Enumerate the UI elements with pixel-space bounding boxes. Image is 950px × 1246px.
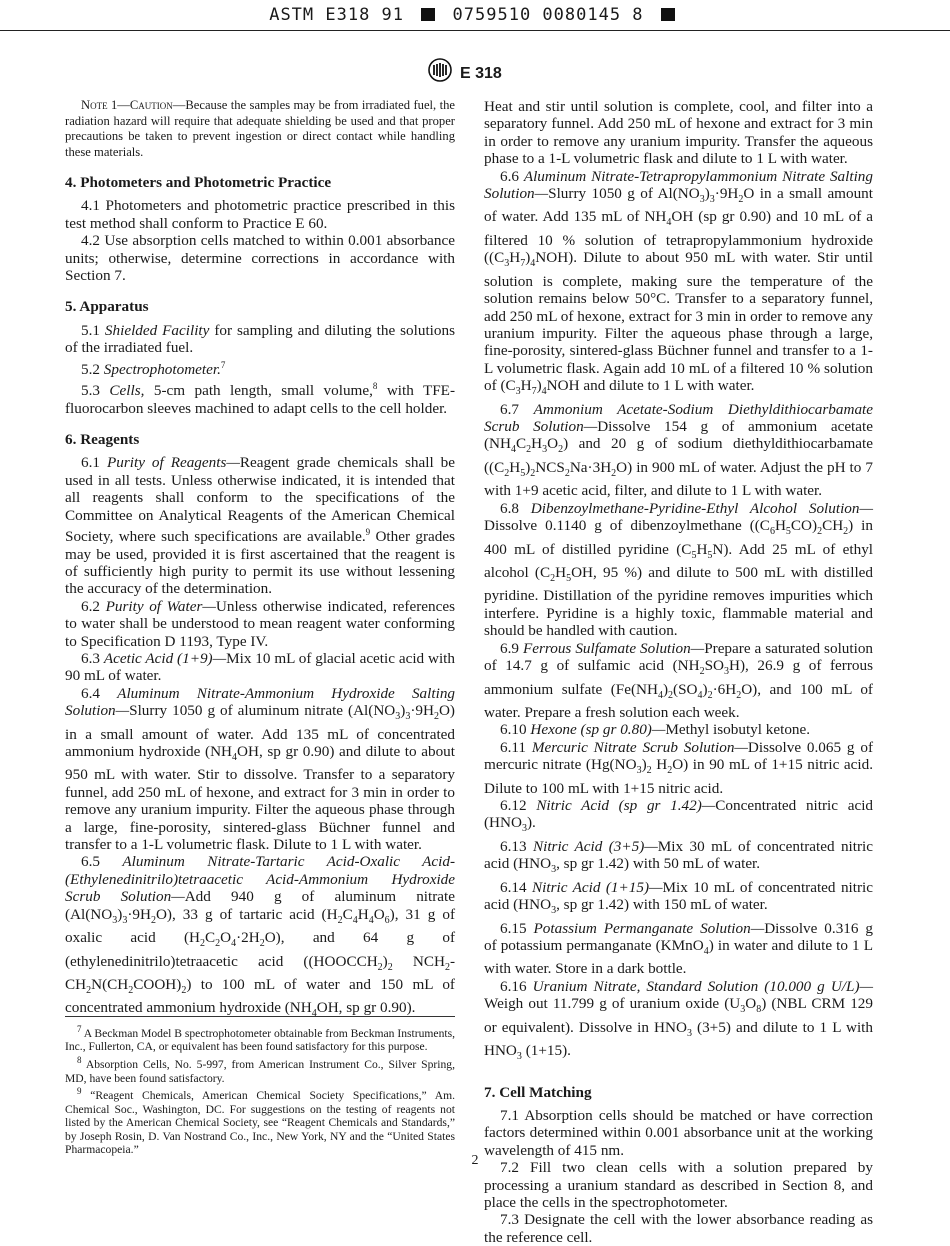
footnote-8: $^8$ Absorption Cells, No. 5-997, from American Instrument Co., Silver Spring, MD, have been found satisfactory. (65, 1055, 455, 1085)
right-column (484, 98, 873, 1246)
note-1: Note 1—Caution—Because the samples may be from irradiated fuel, the radiation hazard will require that adequate shielding be used and that proper precautions be taken to prevent ingestion or direct contact while handling these materials. (65, 98, 456, 159)
section-4-heading: 4. Photometers and Photometric Practice (65, 174, 332, 191)
para-6-5: 6.5 Aluminum Nitrate-Tartaric Acid-Oxalic Acid-(Ethylenedinitrilo)tetraacetic Acid-Ammonium Hydroxide Scrub Solution—Add 940 g of aluminum nitrate $(Al(NO_3)_3\cdot 9H_2O)$, 33 g of tartaric acid $(H_2C_4H_4O_6)$, 31 g of oxalic acid $(H_2C_2O_4\cdot 2H_2O)$, and 64 g of (ethylenedinitrilo)tetraacetic acid ($(HOOCCH_2)_2$ $NCH_2-CH_2N(CH_2COOH)_2$) to 100 mL of water and 150 mL of concentrated ammonium hydroxide ($NH_4OH$, sp gr 0.90). (65, 853, 455, 1020)
para-6-4: 6.4 Aluminum Nitrate-Ammonium Hydroxide Salting Solution—Slurry 1050 g of aluminum nitrate $(Al(NO_3)_3\cdot 9H_2O)$ in a small amount of water. Add 135 mL of concentrated ammonium hydroxide ($NH_4OH$, sp gr 0.90) and dilute to about 950 mL with water. Stir to dissolve. Transfer to a separatory funnel, add 250 mL of hexone, and extract for 3 min in order to remove any uranium impurity. Filter the aqueous phase through a large, fine-porosity, sintered-glass Büchner funnel and transfer to a 1-L volumetric flask. Dilute to 1 L with water. (65, 684, 456, 854)
section-5-heading: 5. Apparatus (65, 298, 149, 316)
para-4-1: 4.1 Photometers and photometric practice prescribed in this test method shall conform to Practice E 60. (65, 197, 455, 232)
para-6-9: 6.9 Ferrous Sulfamate Solution—Prepare a saturated solution of 14.7 g of sulfamic acid $(NH_2SO_3H)$, 26.9 g of ferrous ammonium sulfate $(Fe(NH_4)_2(SO_4)_2\cdot 6H_2O)$, and 100 mL of water. Prepare a fresh solution each week. (484, 639, 874, 721)
document-id-banner (0, 0, 950, 31)
para-6-14: 6.14 Nitric Acid (1+15)—Mix 10 mL of concentrated nitric acid ($HNO_3$, sp gr 1.42) with 150 mL of water. (484, 878, 873, 917)
para-6-10: 6.10 Hexone (sp gr 0.80)—Methyl isobutyl ketone. (500, 721, 811, 739)
left-column (65, 98, 455, 1023)
para-6-11: 6.11 Mercuric Nitrate Scrub Solution—Dissolve 0.065 g of mercuric nitrate ($Hg(NO_3)_2$ $H_2O$) in 90 mL of 1+15 nitric acid. Dilute to 100 mL with 1+15 nitric acid. (484, 738, 874, 797)
para-6-8: 6.8 Dibenzoylmethane-Pyridine-Ethyl Alcohol Solution—Dissolve 0.1140 g of dibenzoylmethane $((C_6H_5CO)_2CH_2)$ in 400 mL of distilled pyridine $(C_5H_5N)$. Add 25 mL of ethyl alcohol ($C_2H_5OH$, 95 %) and dilute to 500 mL with distilled pyridine. Distillation of the pyridine removes impurities which interfere. Pyridine is a highly toxic, flammable material and should be handled with caution. (484, 499, 874, 640)
para-5-1: 5.1 Shielded Facility for sampling and diluting the solutions of the irradiated fuel. (65, 321, 455, 357)
section-7-heading: 7. Cell Matching (484, 1083, 592, 1101)
astm-designation (428, 58, 502, 83)
para-5-3: 5.3 Cells, 5-cm path length, small volume,$^8$ with TFE-fluorocarbon sleeves machined to adapt cells to the cell holder. (65, 381, 456, 417)
black-block-icon (661, 8, 675, 21)
para-6-1: 6.1 Purity of Reagents—Reagent grade chemicals shall be used in all tests. Unless otherwise indicated, it is intended that all reagents shall conform to the specifications of the Committee on Analytical Reagents of the American Chemical Society, where such specifications are available.$^9$ Other grades may be used, provided it is first ascertained that the reagent is of sufficiently high purity to permit its use without lessening the accuracy of the determination. (65, 454, 456, 598)
para-6-12: 6.12 Nitric Acid (sp gr 1.42)—Concentrated nitric acid $(HNO_3)$. (484, 797, 874, 835)
para-4-2: 4.2 Use absorption cells matched to within 0.001 absorbance units; otherwise, determine corrections in accordance with Section 7. (65, 232, 455, 285)
para-6-5-continued: Heat and stir until solution is complete, cool, and filter into a separatory funnel. Add 250 mL of hexone and extract for 3 min in order to remove any uranium impurity. Transfer the aqueous phase to a 1-L volumetric flask and dilute to 1 L with water. (484, 98, 873, 168)
para-6-2: 6.2 Purity of Water—Unless otherwise indicated, references to water shall be understood to mean reagent water conforming to Specification D 1193, Type IV. (65, 597, 456, 650)
footnote-7: $^7$ A Beckman Model B spectrophotometer obtainable from Beckman Instruments, Inc., Fullerton, CA, or equivalent has been found satisfactory for this purpose. (65, 1024, 455, 1054)
para-6-7: 6.7 Ammonium Acetate-Sodium Diethyldithiocarbamate Scrub Solution—Dissolve 154 g of ammonium acetate $(NH_4C_2H_3O_2)$ and 20 g of sodium diethyldithiocarbamate $((C_2H_5)_2NCS_2Na\cdot 3H_2O)$ in 900 mL of water. Adjust the pH to 7 with 1+9 acetic acid, filter, and dilute to 1 L with water. (484, 400, 873, 500)
para-7-1: 7.1 Absorption cells should be matched or have correction factors determined within 0.001 absorbance unit at the working wavelength of 415 nm. (484, 1106, 873, 1159)
section-6-heading: 6. Reagents (65, 431, 140, 448)
para-7-3: 7.3 Designate the cell with the lower absorbance reading as the reference cell. (484, 1211, 873, 1246)
para-6-3: 6.3 Acetic Acid (1+9)—Mix 10 mL of glacial acetic acid with 90 mL of water. (65, 649, 455, 685)
astm-code: ASTM E318 91 (269, 5, 405, 25)
black-block-icon (421, 8, 435, 21)
barcode-number: 0759510 0080145 8 (452, 5, 644, 25)
para-7-2: 7.2 Fill two clean cells with a solution prepared by processing a uranium standard as described in Section 8, and place the cells in the spectrophotometer. (484, 1159, 873, 1211)
para-6-15: 6.15 Potassium Permanganate Solution—Dissolve 0.316 g of potassium permanganate (KMnO$_4$) in water and dilute to 1 L with water. Store in a dark bottle. (484, 919, 874, 978)
para-6-6: 6.6 Aluminum Nitrate-Tetrapropylammonium Nitrate Salting Solution—Slurry 1050 g of $Al(NO_3)_3\cdot 9H_2O$ in a small amount of water. Add 135 mL of $NH_4OH$ (sp gr 0.90) and 10 mL of a filtered 10 % solution of tetrapropylammonium hydroxide $((C_3H_7)_4NOH)$. Dilute to about 950 mL with water. Stir until solution is complete, making sure the temperature of the solution remains below 50°C. Transfer to a separatory funnel, add 250 mL of hexone, extract for 3 min in order to remove any uranium impurity. Filter the aqueous phase through a large, fine-porosity, sintered-glass Büchner funnel and transfer to a 1-L volumetric flask. Again add 10 mL of a filtered 10 % solution of $(C_3H_7)_4NOH$ and dilute to 1 L with water. (484, 167, 873, 398)
para-5-2: 5.2 Spectrophotometer.$^7$ (81, 359, 226, 378)
designation-label: E 318 (460, 65, 502, 82)
para-6-13: 6.13 Nitric Acid (3+5)—Mix 30 mL of concentrated nitric acid ($HNO_3$, sp gr 1.42) with 50 mL of water. (484, 837, 874, 876)
footnotes (65, 1016, 455, 1157)
astm-logo-icon (428, 58, 452, 82)
para-6-16: 6.16 Uranium Nitrate, Standard Solution (10.000 g U/L)—Weigh out 11.799 g of uranium oxide $(U_3O_8)$ (NBL CRM 129 or equivalent). Dissolve in $HNO_3$ (3+5) and dilute to 1 L with $HNO_3$ (1+15). (484, 977, 874, 1063)
page-number: 2 (471, 1153, 479, 1168)
footnote-9: $^9$ “Reagent Chemicals, American Chemical Society Specifications,” Am. Chemical Soc., Washington, DC. For suggestions on the testing of reagents not listed by the American Chemical Society, see “Reagent Chemicals and Standards,” by Joseph Rosin, D. Van Nostrand Co., Inc., New York, NY and the “United States Pharmacopeia.” (65, 1086, 455, 1157)
